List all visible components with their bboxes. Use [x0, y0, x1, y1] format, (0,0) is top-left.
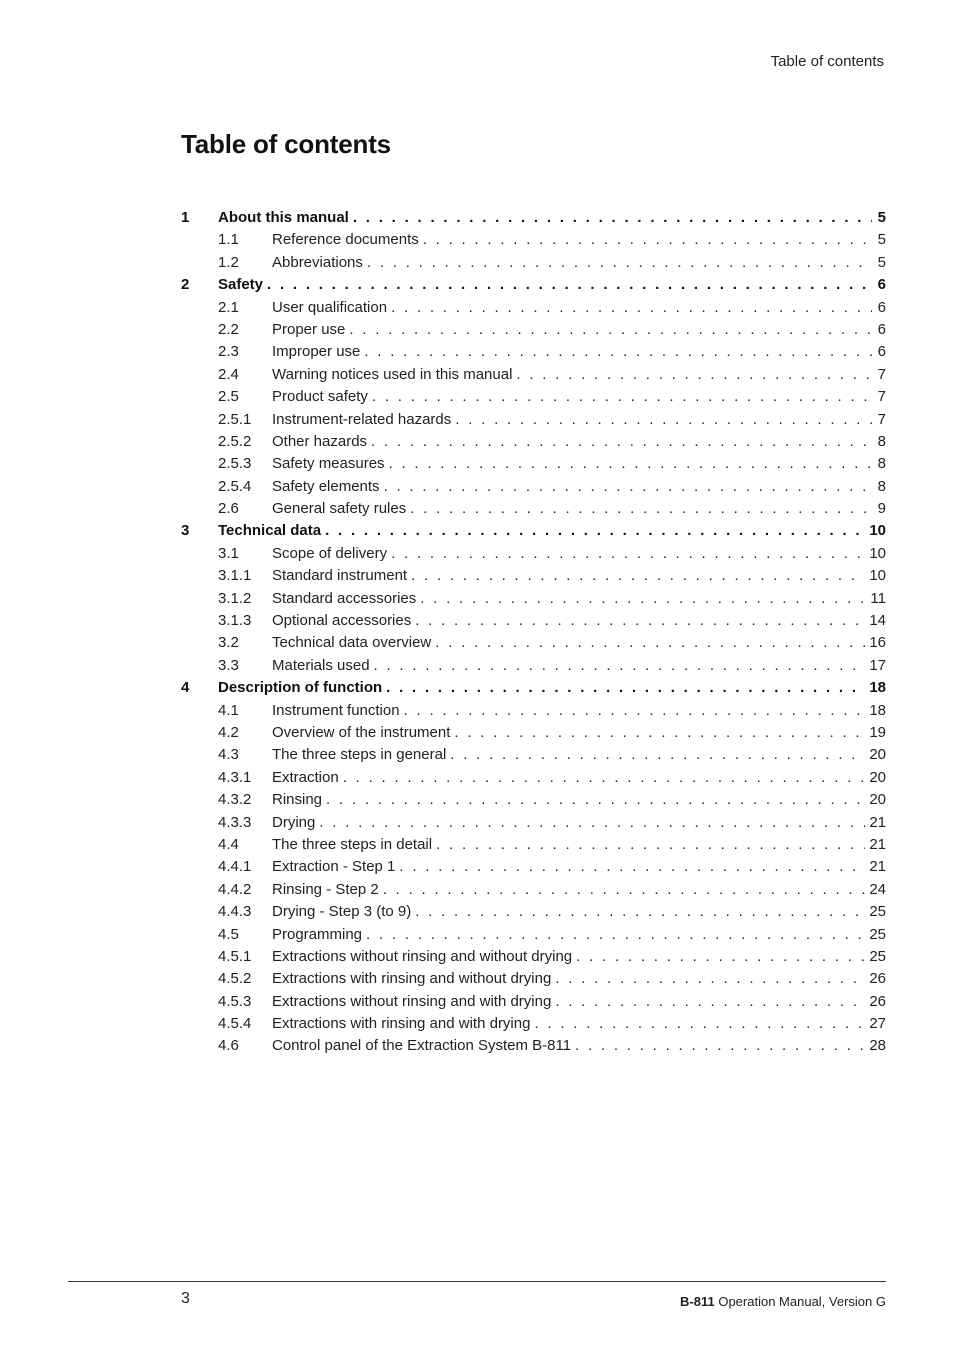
toc-entry-title: Instrument-related hazards	[272, 410, 452, 428]
toc-entry-title-wrap	[272, 498, 886, 520]
toc-section-row[interactable]	[181, 341, 886, 363]
toc-entry-number: 3.3	[218, 656, 239, 674]
toc-entry-page: 7	[877, 410, 886, 428]
toc-entry-title: Overview of the instrument	[272, 723, 451, 741]
toc-section-row[interactable]	[181, 789, 886, 811]
toc-dot-leader	[411, 565, 865, 587]
running-header: Table of contents	[770, 53, 884, 70]
toc-dot-leader	[325, 520, 865, 542]
footer-divider	[68, 1281, 886, 1282]
toc-entry-page: 14	[869, 612, 886, 630]
toc-section-row[interactable]	[181, 476, 886, 498]
toc-section-row[interactable]	[181, 901, 886, 923]
toc-entry-title: Scope of delivery	[272, 544, 388, 562]
toc-entry-number: 4.3.2	[218, 791, 252, 809]
toc-entry-title: Extractions without rinsing and with drying	[272, 992, 552, 1010]
toc-entry-title: Extraction	[272, 768, 339, 786]
toc-entry-title: Rinsing - Step 2	[272, 880, 379, 898]
toc-dot-leader	[343, 767, 866, 789]
toc-entry-title: Programming	[272, 925, 363, 943]
footer-page-number: 3	[181, 1290, 190, 1307]
toc-dot-leader	[454, 722, 865, 744]
toc-entry-page: 21	[869, 813, 886, 831]
toc-entry-number: 2.1	[218, 298, 239, 316]
toc-entry-title: Reference documents	[272, 231, 419, 249]
toc-entry-title-wrap	[272, 946, 886, 968]
toc-entry-title: Extractions with rinsing and with drying	[272, 1015, 531, 1033]
toc-entry-number: 4.4	[218, 835, 239, 853]
toc-entry-number: 4.3	[218, 746, 239, 764]
toc-entry-page: 19	[869, 723, 886, 741]
toc-entry-title: Improper use	[272, 343, 361, 361]
toc-entry-page: 16	[869, 634, 886, 652]
toc-entry-title: Description of function	[218, 679, 383, 697]
toc-section-row[interactable]	[181, 924, 886, 946]
toc-entry-title: Safety	[218, 276, 264, 294]
toc-entry-page: 8	[877, 477, 886, 495]
toc-entry-title: The three steps in general	[272, 746, 447, 764]
toc-entry-title: Technical data overview	[272, 634, 432, 652]
toc-entry-page: 21	[869, 858, 886, 876]
toc-entry-number: 4	[181, 679, 190, 697]
toc-entry-title: Standard instrument	[272, 567, 408, 585]
toc-entry-number: 2.5.2	[218, 432, 252, 450]
toc-entry-number: 4.4.2	[218, 880, 252, 898]
toc-entry-number: 4.4.1	[218, 858, 252, 876]
toc-entry-number: 4.5	[218, 925, 239, 943]
toc-section-row[interactable]	[181, 319, 886, 341]
toc-entry-number: 4.3.1	[218, 768, 252, 786]
toc-dot-leader	[555, 968, 865, 990]
toc-entry-title-wrap	[272, 834, 886, 856]
toc-entry-title-wrap	[272, 789, 886, 811]
toc-entry-number: 3.2	[218, 634, 239, 652]
toc-section-row[interactable]	[181, 297, 886, 319]
toc-dot-leader	[404, 700, 866, 722]
toc-entry-page: 25	[869, 925, 886, 943]
toc-entry-title: Product safety	[272, 388, 368, 406]
toc-entry-number: 4.5.1	[218, 947, 252, 965]
toc-entry-page: 20	[869, 746, 886, 764]
toc-entry-number: 2.4	[218, 365, 239, 383]
toc-entry-title-wrap	[218, 520, 886, 542]
toc-section-row[interactable]	[181, 565, 886, 587]
toc-entry-title-wrap	[218, 677, 886, 699]
toc-dot-leader	[436, 834, 865, 856]
toc-entry-title: The three steps in detail	[272, 835, 433, 853]
toc-section-row[interactable]	[181, 409, 886, 431]
toc-section-row[interactable]	[181, 834, 886, 856]
toc-section-row[interactable]	[181, 767, 886, 789]
toc-section-row[interactable]	[181, 498, 886, 520]
toc-dot-leader	[420, 588, 866, 610]
toc-dot-leader	[371, 431, 872, 453]
toc-section-row[interactable]	[181, 610, 886, 632]
toc-entry-number: 1.2	[218, 253, 239, 271]
toc-entry-page: 18	[869, 701, 886, 719]
toc-chapter-row[interactable]	[181, 677, 886, 699]
toc-entry-title-wrap	[272, 341, 886, 363]
toc-entry-page: 10	[869, 544, 886, 562]
toc-dot-leader	[555, 991, 865, 1013]
toc-section-row[interactable]	[181, 744, 886, 766]
toc-section-row[interactable]	[181, 991, 886, 1013]
toc-dot-leader	[384, 476, 872, 498]
toc-entry-title-wrap	[272, 453, 886, 475]
footer-doc-title: Operation Manual, Version G	[718, 1294, 886, 1309]
toc-dot-leader	[399, 856, 865, 878]
toc-entry-page: 24	[869, 880, 886, 898]
toc-entry-title: Extractions without rinsing and without drying	[272, 947, 573, 965]
toc-entry-number: 2	[181, 276, 190, 294]
toc-entry-title: Materials used	[272, 656, 370, 674]
toc-entry-page: 25	[869, 947, 886, 965]
toc-entry-page: 25	[869, 903, 886, 921]
toc-entry-title-wrap	[272, 767, 886, 789]
toc-section-row[interactable]	[181, 812, 886, 834]
toc-dot-leader	[455, 409, 872, 431]
toc-entry-page: 5	[877, 209, 886, 226]
toc-entry-page: 21	[869, 835, 886, 853]
toc-entry-title: General safety rules	[272, 500, 407, 518]
toc-section-row[interactable]	[181, 856, 886, 878]
toc-dot-leader	[364, 341, 872, 363]
toc-entry-title-wrap	[272, 901, 886, 923]
toc-section-row[interactable]	[181, 588, 886, 610]
toc-entry-title: Safety elements	[272, 477, 380, 495]
toc-section-row[interactable]	[181, 700, 886, 722]
toc-entry-title-wrap	[272, 409, 886, 431]
toc-dot-leader	[534, 1013, 865, 1035]
toc-section-row[interactable]	[181, 946, 886, 968]
toc-entry-title: Control panel of the Extraction System B-811	[272, 1037, 572, 1055]
toc-entry-number: 4.3.3	[218, 813, 252, 831]
toc-entry-title-wrap	[218, 274, 886, 296]
toc-dot-leader	[383, 879, 866, 901]
toc-section-row[interactable]	[181, 722, 886, 744]
toc-entry-page: 8	[877, 432, 886, 450]
toc-entry-title-wrap	[272, 856, 886, 878]
toc-entry-title-wrap	[272, 431, 886, 453]
toc-entry-title: Extraction - Step 1	[272, 858, 396, 876]
toc-entry-title-wrap	[272, 565, 886, 587]
toc-section-row[interactable]	[181, 252, 886, 274]
toc-entry-number: 4.5.3	[218, 992, 252, 1010]
toc-dot-leader	[391, 543, 865, 565]
toc-chapter-row[interactable]	[181, 520, 886, 542]
toc-entry-page: 7	[877, 388, 886, 406]
toc-entry-title: Rinsing	[272, 791, 323, 809]
toc-dot-leader	[576, 946, 865, 968]
toc-entry-title-wrap	[272, 543, 886, 565]
toc-section-row[interactable]	[181, 431, 886, 453]
toc-section-row[interactable]	[181, 386, 886, 408]
toc-entry-number: 2.5.1	[218, 410, 252, 428]
toc-dot-leader	[435, 632, 865, 654]
toc-dot-leader	[353, 207, 872, 229]
toc-entry-number: 2.5	[218, 388, 239, 406]
toc-entry-title: Extractions with rinsing and without drying	[272, 970, 552, 988]
toc-entry-title-wrap	[272, 924, 886, 946]
toc-entry-title-wrap	[272, 476, 886, 498]
toc-dot-leader	[267, 274, 872, 296]
toc-entry-number: 3	[181, 522, 190, 540]
toc-section-row[interactable]	[181, 655, 886, 677]
toc-entry-title: User qualification	[272, 298, 388, 316]
toc-section-row[interactable]	[181, 229, 886, 251]
toc-dot-leader	[389, 453, 872, 475]
toc-dot-leader	[450, 744, 865, 766]
toc-entry-page: 6	[877, 298, 886, 316]
toc-entry-page: 6	[877, 343, 886, 361]
toc-entry-number: 2.5.3	[218, 455, 252, 473]
toc-entry-title-wrap	[272, 229, 886, 251]
toc-entry-title-wrap	[218, 207, 886, 229]
toc-entry-title: About this manual	[218, 209, 349, 226]
toc-section-row[interactable]	[181, 879, 886, 901]
toc-dot-leader	[415, 610, 865, 632]
toc-entry-page: 5	[877, 253, 886, 271]
toc-entry-number: 3.1.2	[218, 589, 252, 607]
toc-entry-page: 17	[869, 656, 886, 674]
toc-entry-page: 18	[869, 679, 886, 697]
toc-entry-number: 2.6	[218, 500, 239, 518]
toc-entry-title-wrap	[272, 1035, 886, 1057]
toc-entry-title-wrap	[272, 744, 886, 766]
toc-dot-leader	[319, 812, 865, 834]
toc-entry-title-wrap	[272, 655, 886, 677]
toc-entry-title: Drying	[272, 813, 316, 831]
toc-entry-page: 27	[869, 1015, 886, 1033]
toc-entry-number: 4.4.3	[218, 903, 252, 921]
toc-entry-title: Technical data	[218, 522, 322, 540]
toc-entry-number: 3.1.3	[218, 612, 252, 630]
toc-entry-title: Standard accessories	[272, 589, 417, 607]
toc-entry-title-wrap	[272, 968, 886, 990]
toc-entry-title-wrap	[272, 632, 886, 654]
toc-entry-title-wrap	[272, 879, 886, 901]
toc-entry-page: 26	[869, 992, 886, 1010]
toc-entry-number: 1	[181, 209, 190, 226]
toc-entry-title-wrap	[272, 588, 886, 610]
footer-product-name: B-811	[680, 1294, 715, 1309]
toc-section-row[interactable]	[181, 1035, 886, 1057]
toc-entry-title-wrap	[272, 1013, 886, 1035]
toc-entry-number: 4.6	[218, 1037, 239, 1055]
toc-entry-title-wrap	[272, 722, 886, 744]
toc-entry-number: 3.1	[218, 544, 239, 562]
toc-entry-number: 4.1	[218, 701, 239, 719]
toc-section-row[interactable]	[181, 1013, 886, 1035]
toc-entry-number: 4.5.4	[218, 1015, 252, 1033]
toc-entry-title-wrap	[272, 319, 886, 341]
toc-entry-title: Other hazards	[272, 432, 368, 450]
toc-dot-leader	[386, 677, 865, 699]
toc-entry-title-wrap	[272, 991, 886, 1013]
toc-dot-leader	[391, 297, 872, 319]
toc-entry-title-wrap	[272, 297, 886, 319]
toc-dot-leader	[366, 924, 865, 946]
toc-entry-number: 2.2	[218, 320, 239, 338]
toc-entry-page: 6	[877, 276, 886, 294]
toc-entry-page: 20	[869, 768, 886, 786]
toc-entry-page: 10	[869, 522, 886, 540]
toc-dot-leader	[423, 229, 872, 251]
toc-entry-page: 6	[877, 320, 886, 338]
toc-entry-page: 28	[869, 1037, 886, 1055]
toc-entry-page: 8	[877, 455, 886, 473]
toc-dot-leader	[575, 1035, 865, 1057]
toc-section-row[interactable]	[181, 632, 886, 654]
toc-entry-title: Abbreviations	[272, 253, 363, 271]
toc-entry-page: 20	[869, 791, 886, 809]
toc-dot-leader	[349, 319, 872, 341]
toc-entry-number: 2.5.4	[218, 477, 252, 495]
toc-section-row[interactable]	[181, 364, 886, 386]
toc-chapter-row[interactable]	[181, 207, 886, 229]
toc-entry-number: 4.2	[218, 723, 239, 741]
toc-entry-number: 4.5.2	[218, 970, 252, 988]
toc-section-row[interactable]	[181, 968, 886, 990]
toc-dot-leader	[326, 789, 865, 811]
toc-entry-number: 3.1.1	[218, 567, 252, 585]
toc-entry-page: 7	[877, 365, 886, 383]
toc-entry-number: 2.3	[218, 343, 239, 361]
toc-dot-leader	[415, 901, 865, 923]
toc-entry-title-wrap	[272, 700, 886, 722]
toc-section-row[interactable]	[181, 453, 886, 475]
toc-dot-leader	[516, 364, 872, 386]
toc-entry-title-wrap	[272, 386, 886, 408]
toc-section-row[interactable]	[181, 543, 886, 565]
toc-chapter-row[interactable]	[181, 274, 886, 296]
toc-entry-title-wrap	[272, 610, 886, 632]
toc-dot-leader	[374, 655, 866, 677]
toc-entry-title: Drying - Step 3 (to 9)	[272, 903, 412, 921]
toc-entry-title-wrap	[272, 252, 886, 274]
toc-entry-title-wrap	[272, 812, 886, 834]
toc-entry-title-wrap	[272, 364, 886, 386]
table-of-contents	[181, 207, 886, 1058]
toc-entry-title: Instrument function	[272, 701, 400, 719]
toc-entry-page: 26	[869, 970, 886, 988]
toc-entry-page: 10	[869, 567, 886, 585]
toc-entry-page: 9	[877, 500, 886, 518]
footer-document-info	[680, 1294, 886, 1309]
toc-entry-title: Proper use	[272, 320, 346, 338]
toc-entry-title: Safety measures	[272, 455, 385, 473]
toc-entry-title: Warning notices used in this manual	[272, 365, 513, 383]
toc-dot-leader	[372, 386, 872, 408]
toc-entry-page: 11	[870, 589, 886, 607]
toc-entry-number: 1.1	[218, 231, 239, 249]
toc-dot-leader	[367, 252, 872, 274]
toc-entry-title: Optional accessories	[272, 612, 412, 630]
page-title: Table of contents	[181, 129, 391, 159]
toc-entry-page: 5	[877, 231, 886, 249]
toc-dot-leader	[410, 498, 872, 520]
